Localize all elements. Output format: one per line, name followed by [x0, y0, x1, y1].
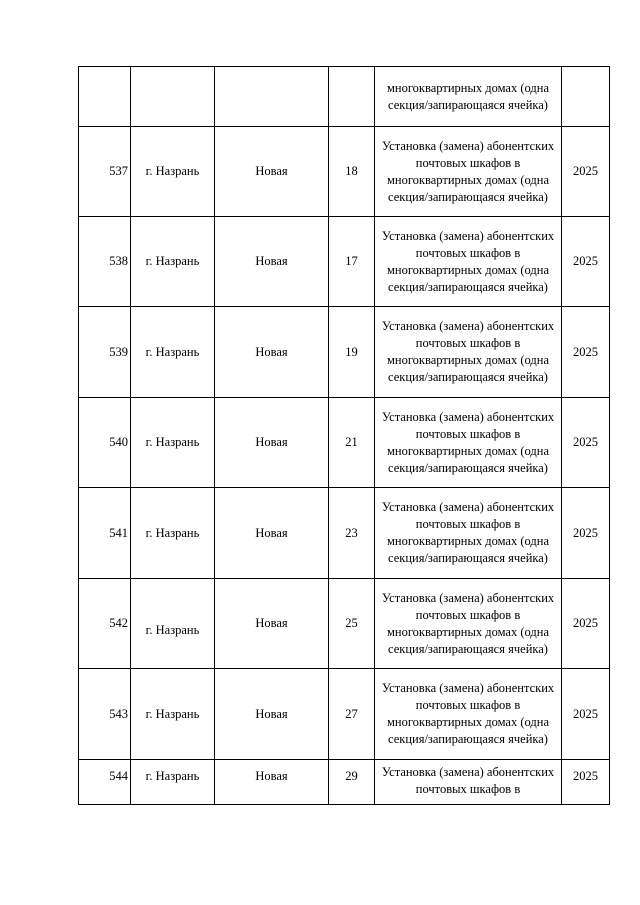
- work-line: секция/запирающаяся ячейка): [388, 279, 548, 294]
- work-line: многоквартирных домах (одна: [387, 172, 549, 187]
- work-line: многоквартирных домах (одна: [387, 624, 549, 639]
- table-row: [79, 307, 610, 398]
- city-cell: [131, 67, 215, 127]
- table-row: [79, 398, 610, 488]
- table-row: [79, 669, 610, 760]
- work-line: многоквартирных домах (одна: [387, 443, 549, 458]
- work-line: Установка (замена) абонентских: [381, 138, 555, 153]
- street-cell: Новая: [215, 307, 329, 398]
- table-row: [79, 579, 610, 669]
- street-cell: Новая: [215, 217, 329, 307]
- city-cell: г. Назрань: [131, 127, 215, 217]
- house-number-cell: [329, 67, 375, 127]
- work-line: Установка (замена) абонентских: [381, 409, 555, 424]
- work-line: Установка (замена) абонентских: [381, 500, 555, 514]
- year-cell: 2025: [562, 398, 610, 488]
- work-description-cell: [375, 488, 562, 579]
- work-line: Установка (замена) абонентских: [381, 228, 555, 243]
- work-line: секция/запирающаяся ячейка): [388, 189, 548, 204]
- house-number-cell: 18: [329, 127, 375, 217]
- year-cell: 2025: [562, 307, 610, 398]
- work-line: почтовых шкафов в: [415, 426, 521, 441]
- work-description-cell: [375, 398, 562, 488]
- street-cell: Новая: [215, 579, 329, 669]
- row-number-cell: 542: [79, 579, 131, 669]
- work-line: многоквартирных домах (одна: [387, 715, 549, 729]
- city-cell: г. Назрань: [131, 488, 215, 579]
- table-body: [79, 67, 610, 805]
- work-description-cell: [375, 669, 562, 760]
- work-line: секция/запирающаяся ячейка): [388, 370, 548, 384]
- city-cell: г. Назрань: [131, 217, 215, 307]
- row-number-cell: 538: [79, 217, 131, 307]
- street-cell: Новая: [215, 127, 329, 217]
- work-description-cell: [375, 579, 562, 669]
- work-description-cell: [375, 760, 562, 805]
- house-number-cell: 25: [329, 579, 375, 669]
- work-line: многоквартирных домах (одна: [387, 80, 549, 95]
- table-row: [79, 488, 610, 579]
- work-line: секция/запирающаяся ячейка): [388, 97, 548, 112]
- work-line: Установка (замена) абонентских: [381, 590, 555, 605]
- year-cell: [562, 67, 610, 127]
- street-cell: Новая: [215, 488, 329, 579]
- work-line: почтовых шкафов в: [415, 698, 521, 712]
- work-description-cell: [375, 67, 562, 127]
- work-line: почтовых шкафов в: [415, 336, 521, 350]
- house-number-cell: 21: [329, 398, 375, 488]
- table-row: [79, 760, 610, 805]
- street-cell: Новая: [215, 669, 329, 760]
- house-number-cell: 17: [329, 217, 375, 307]
- work-description-cell: [375, 127, 562, 217]
- house-number-cell: 23: [329, 488, 375, 579]
- year-cell: 2025: [562, 669, 610, 760]
- work-line: почтовых шкафов в: [415, 517, 521, 531]
- work-line: секция/запирающаяся ячейка): [388, 732, 548, 746]
- row-number-cell: 539: [79, 307, 131, 398]
- house-number-cell: 19: [329, 307, 375, 398]
- year-cell: 2025: [562, 579, 610, 669]
- work-description-cell: [375, 307, 562, 398]
- work-line: почтовых шкафов в: [415, 782, 521, 796]
- addresses-table: [78, 66, 610, 805]
- city-cell: г. Назрань: [131, 669, 215, 760]
- street-cell: [215, 67, 329, 127]
- work-line: почтовых шкафов в: [415, 607, 521, 622]
- work-line: многоквартирных домах (одна: [387, 353, 549, 367]
- row-number-cell: 540: [79, 398, 131, 488]
- work-line: Установка (замена) абонентских: [381, 681, 555, 695]
- table-row: [79, 217, 610, 307]
- work-line: многоквартирных домах (одна: [387, 262, 549, 277]
- year-cell: 2025: [562, 127, 610, 217]
- work-line: почтовых шкафов в: [415, 155, 521, 170]
- row-number-cell: 543: [79, 669, 131, 760]
- city-cell: г. Назрань: [131, 579, 215, 669]
- year-cell: 2025: [562, 760, 610, 805]
- work-line: многоквартирных домах (одна: [387, 534, 549, 548]
- work-line: Установка (замена) абонентских: [381, 319, 555, 333]
- house-number-cell: 27: [329, 669, 375, 760]
- street-cell: Новая: [215, 398, 329, 488]
- house-number-cell: 29: [329, 760, 375, 805]
- row-number-cell: [79, 67, 131, 127]
- table-row: [79, 67, 610, 127]
- row-number-cell: 544: [79, 760, 131, 805]
- work-line: секция/запирающаяся ячейка): [388, 551, 548, 565]
- city-cell: г. Назрань: [131, 307, 215, 398]
- row-number-cell: 537: [79, 127, 131, 217]
- work-description-cell: [375, 217, 562, 307]
- table-row: [79, 127, 610, 217]
- year-cell: 2025: [562, 488, 610, 579]
- work-line: Установка (замена) абонентских: [381, 765, 555, 779]
- year-cell: 2025: [562, 217, 610, 307]
- work-line: почтовых шкафов в: [415, 245, 521, 260]
- city-cell: г. Назрань: [131, 760, 215, 805]
- row-number-cell: 541: [79, 488, 131, 579]
- work-line: секция/запирающаяся ячейка): [388, 641, 548, 656]
- city-cell: г. Назрань: [131, 398, 215, 488]
- work-line: секция/запирающаяся ячейка): [388, 460, 548, 475]
- street-cell: Новая: [215, 760, 329, 805]
